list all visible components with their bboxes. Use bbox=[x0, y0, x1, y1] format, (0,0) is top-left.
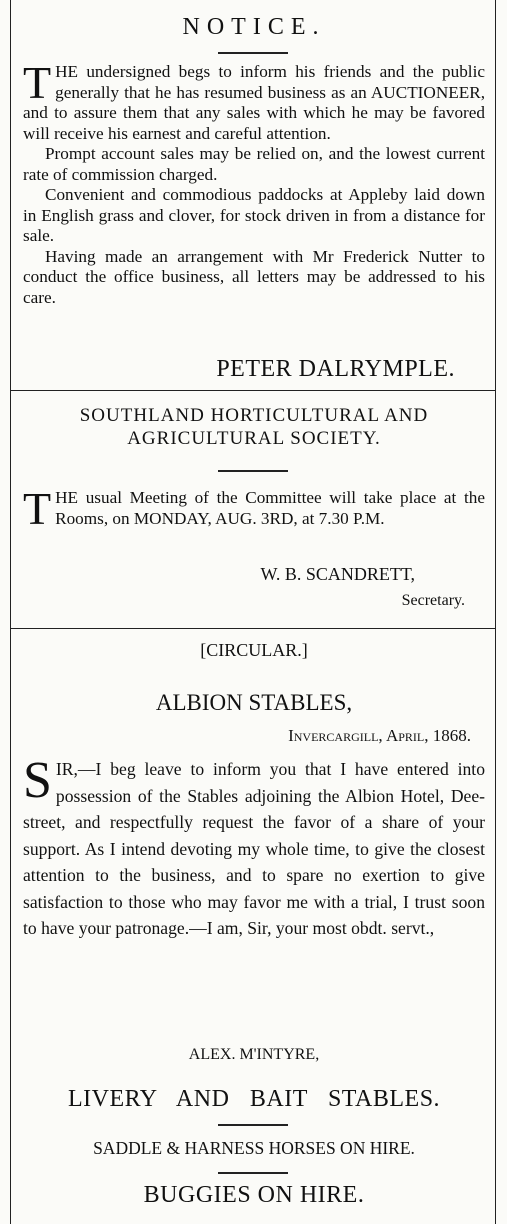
society-text: HE usual Meeting of the Committee will take place at the Rooms, on MONDAY, AUG. 3RD, at 7.30 P.M. bbox=[55, 488, 485, 528]
section-rule bbox=[11, 390, 495, 391]
society-title-line: SOUTHLAND HORTICULTURAL AND bbox=[79, 405, 429, 426]
circular-text: IR,—I beg leave to inform you that I have entered into possession of the Stables adjoining the Albion Hotel, Dee-street, and respectfully request the favor of a share of your support. As I intend devoting my whole time, to give the closest attention to the business, and to spare no exertion to give satisfaction to those who may favor me with a trial, I trust soon to have your patronage.—I am, Sir, your most obdt. servt., bbox=[23, 759, 485, 938]
notice-paragraph: Prompt account sales may be relied on, and the lowest current rate of commission charged. bbox=[23, 144, 485, 184]
notice-paragraph bbox=[23, 57, 485, 144]
divider bbox=[218, 1124, 288, 1126]
livery-line: LIVERY AND BAIT STABLES. bbox=[67, 1086, 441, 1112]
circular-tag: [CIRCULAR.] bbox=[200, 640, 308, 660]
circular-body bbox=[23, 752, 485, 942]
newspaper-column bbox=[10, 0, 496, 1224]
society-paragraph bbox=[23, 483, 485, 534]
society-signer: W. B. SCANDRETT, bbox=[260, 564, 415, 584]
society-title-line: AGRICULTURAL SOCIETY. bbox=[127, 428, 381, 449]
society-title bbox=[23, 404, 485, 450]
signature-text: PETER DALRYMPLE. bbox=[216, 356, 455, 382]
notice-paragraph: Having made an arrangement with Mr Frederick Nutter to conduct the office business, all letters may be addressed to his care. bbox=[23, 246, 485, 307]
section-rule bbox=[11, 628, 495, 629]
divider bbox=[218, 470, 288, 472]
drop-cap: T bbox=[23, 483, 52, 534]
circular-signer: ALEX. M'INTYRE, bbox=[188, 1046, 320, 1063]
divider bbox=[218, 52, 288, 54]
buggies-line: BUGGIES ON HIRE. bbox=[143, 1182, 365, 1208]
notice-signature bbox=[23, 356, 485, 383]
divider bbox=[218, 1172, 288, 1174]
society-body bbox=[23, 483, 485, 534]
drop-cap: S bbox=[23, 752, 52, 809]
society-role: Secretary. bbox=[401, 592, 465, 609]
circular-paragraph bbox=[23, 752, 485, 942]
saddle-line: SADDLE & HARNESS HORSES ON HIRE. bbox=[93, 1138, 415, 1158]
notice-title bbox=[23, 14, 485, 41]
place-date bbox=[23, 726, 485, 746]
place-date-text: Invercargill, April, 1868. bbox=[288, 726, 471, 745]
drop-cap: T bbox=[23, 57, 52, 108]
notice-body bbox=[23, 57, 485, 308]
notice-paragraph: Convenient and commodious paddocks at Appleby laid down in English grass and clover, for stock driven in from a distance for sale. bbox=[23, 185, 485, 245]
notice-title-text: NOTICE. bbox=[182, 14, 326, 40]
circular-title: ALBION STABLES, bbox=[155, 690, 353, 715]
notice-text: HE undersigned begs to inform his friends and the public generally that he has resumed business as an AUCTIONEER, and to assure them that any sales with which he may be favored will receive his earnest and careful attention. bbox=[23, 62, 485, 143]
